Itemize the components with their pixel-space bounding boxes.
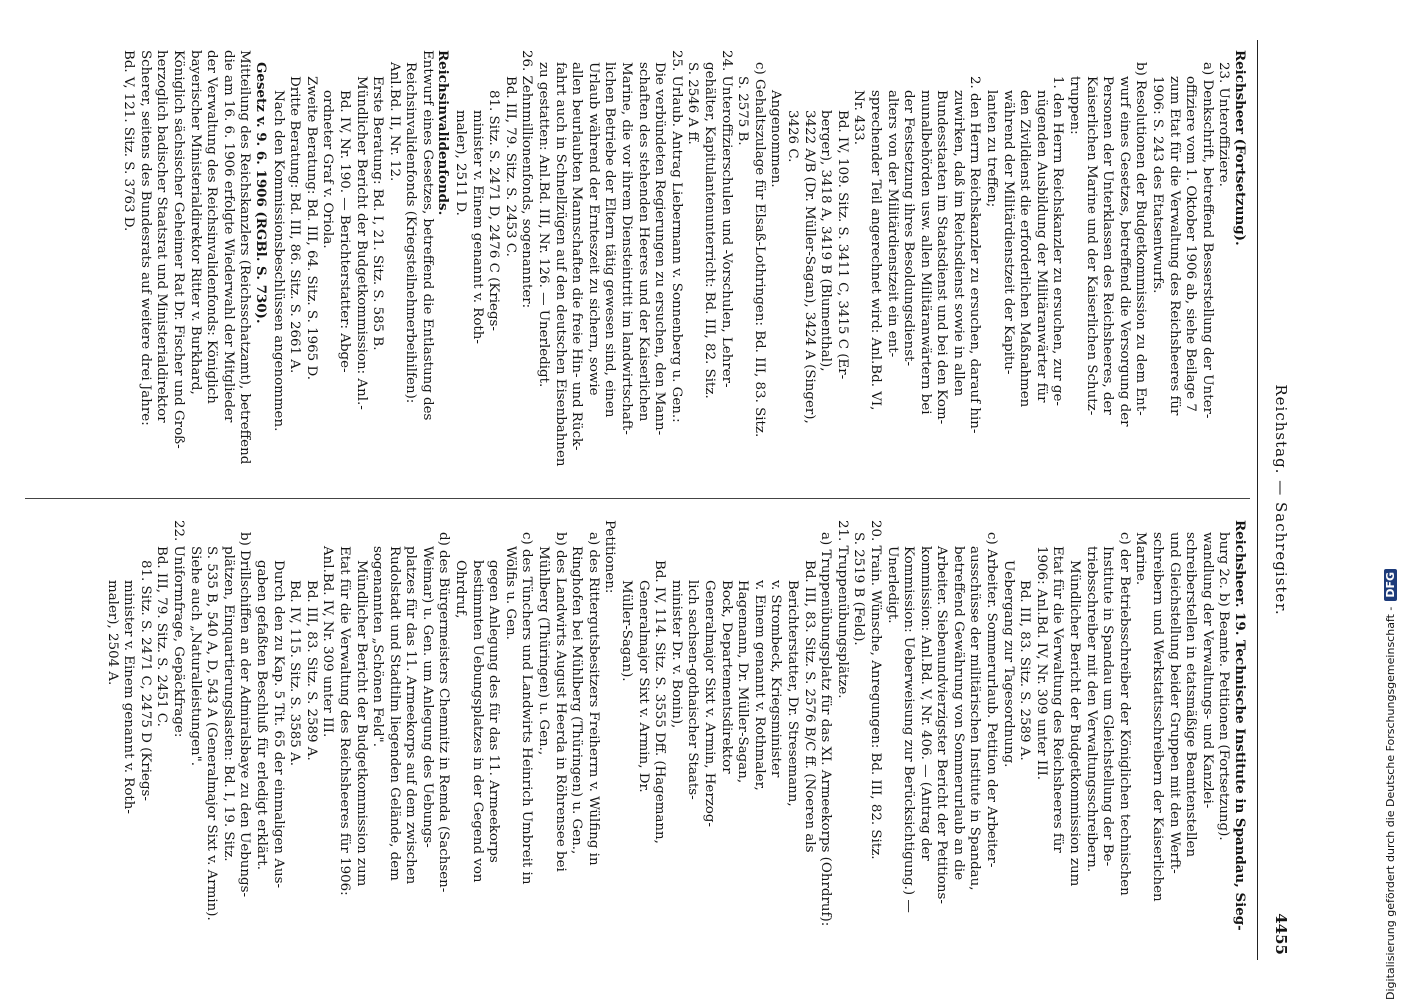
text-line: Hagemann, Dr. Müller-Sagan, — [735, 580, 751, 784]
text-line: wandlung der Verwaltungs- und Kanzlei- — [1199, 532, 1215, 809]
text-line: Etat für die Verwaltung des Reichsheeres für — [1050, 546, 1066, 853]
text-line: Kommission: Ueberweisung zur Berücksichtigung.) — — [901, 546, 917, 913]
text-line: Marine. — [1133, 532, 1149, 586]
text-line: Erste Beratung: Bd. I, 21. Sitz. S. 585 B. — [370, 76, 386, 351]
text-line: Bundesstaaten im Staatsdienst und bei den Kom- — [934, 90, 950, 425]
text-line: berger), 3418 A, 3419 B (Blumenthal), — [818, 110, 834, 372]
text-line: 1906: S. 243 des Etatsentwurfs. — [1150, 76, 1166, 294]
text-line: Anl.Bd. IV, Nr. 309 unter III. — [320, 546, 336, 738]
text-line: 1. den Herrn Reichskanzler zu ersuchen, zur ge- — [1050, 76, 1066, 406]
text-line: lich sachsen-gothaischer Staats- — [685, 580, 701, 800]
text-line: lichen Betriebe der Eltern tätig gewesen sind, einen — [602, 62, 618, 418]
text-line: Arbeiter. Siebenundvierzigster Bericht der Petitions- — [934, 546, 950, 904]
text-line: Bd. IV, 114. Sitz. S. 3555 Dff. (Hagemann, — [652, 560, 668, 844]
text-line: bayerischer Ministerialdirektor Ritter v. Burkhard, — [187, 50, 203, 395]
text-line: c) des Tünchers und Landwirts Heinrich Umbreit in — [519, 532, 535, 885]
text-line: S. 535 B, 540 A, D, 543 A (Generalmajor Sixt v. Armin). — [204, 546, 220, 921]
text-line: Zweite Beratung: Bd. III, 64. Sitz. S. 1965 D. — [303, 76, 319, 380]
text-line: Urlaub während der Ernteszeit zu sichern, sowie — [585, 62, 601, 396]
text-line: Wölfis u. Gen. — [502, 546, 518, 640]
text-line: Anl.Bd. II, Nr. 12. — [386, 62, 402, 182]
text-line: Gesetz v. 9. 6. 1906 (RGBl. S. 730). — [252, 62, 269, 324]
column-separator — [25, 498, 1250, 499]
text-line: 21. Truppenübungsplätze. — [834, 520, 850, 699]
text-line: Rudolstadt und Stadtilm liegenden Gelände, dem — [386, 546, 402, 881]
text-line: gaben gefaßten Beschluß für erledigt erklärt. — [253, 560, 269, 870]
page-title: Reichstag. — Sachregister. — [1272, 384, 1290, 616]
text-line: a) Truppenübungsplatz für das XI. Armeekorps (Ohrdruf): — [818, 532, 834, 927]
text-line: Mündlicher Bericht der Budgetkommission zum — [353, 560, 369, 887]
text-line: Bd. V, 121. Sitz. S. 3763 D. — [121, 50, 137, 232]
text-line: c) Arbeiter. Sommerurlaub. Petition der Arbeiter- — [984, 532, 1000, 868]
text-line: Bd. III, 79. Sitz. S. 2453 C. — [502, 76, 518, 257]
text-line: d) des Bürgermeisters Chemnitz in Remda (Sachsen- — [436, 532, 452, 893]
text-line: Scherer, seitens des Bundesrats auf weitere drei Jahre: — [137, 50, 153, 426]
text-line: S. 2546 A ff. — [685, 62, 701, 145]
text-line: schreiberstellen in etatsmäßige Beamtenstellen — [1183, 532, 1199, 858]
text-line: lanten zu treffen; — [984, 90, 1000, 208]
page-header — [1260, 45, 1290, 955]
text-line: S. 2575 B. — [735, 76, 751, 146]
text-line: plätzen, Einquartierungslasten: Bd. I, 19. Sitz. — [220, 546, 236, 862]
text-line: Reichsheer. 19. Technische Institute in Spandau, Sieg- — [1232, 520, 1248, 931]
text-line: maler), 2504 A. — [104, 580, 120, 686]
text-line: Bd. III, 79. Sitz. S. 2451 C. — [154, 546, 170, 727]
text-line: Unerledigt. — [884, 546, 900, 624]
text-line: fahrt auch in Schnellzügen auf den deutschen Eisenbahnen — [552, 62, 568, 467]
left-column — [103, 520, 1248, 950]
text-line: 2. den Herrn Reichskanzler zu ersuchen, darauf hin- — [967, 76, 983, 434]
text-line: c) der Betriebsschreiber der Königlichen technischen — [1116, 532, 1132, 896]
digitization-credit — [1384, 0, 1404, 1000]
text-line: Bd. III, 83. Sitz. S. 2589 A. — [1017, 580, 1033, 761]
text-line: Ohrdruf, — [453, 560, 469, 619]
text-line: Petitionen: — [602, 520, 618, 594]
text-line: c) Gehaltszulage für Elsaß-Lothringen: Bd. III, 83. Sitz. — [751, 62, 767, 438]
text-line: Etat für die Verwaltung des Reichsheeres für 1906: — [336, 546, 352, 896]
text-line: Institute in Spandau um Gleichstellung der Be- — [1100, 546, 1116, 867]
text-line: 24. Unteroffizierschulen und -Vorschulen, Lehrer- — [718, 50, 734, 388]
text-line: Angenommen. — [768, 90, 784, 188]
text-line: 81. Sitz. S. 2471 C, 2475 D (Kriegs- — [137, 560, 153, 801]
text-line: Nr. 433. — [851, 90, 867, 145]
text-line: Ringhofen bei Mühlberg (Thüringen) u. Gen., — [569, 546, 585, 855]
text-line: triebsschreiber mit den Verwaltungsschreibern. — [1083, 546, 1099, 873]
text-line: herzoglich badischer Staatsrat und Ministerialdirektor — [154, 50, 170, 423]
text-line: schreibern und Werkstattsschreibern der Kaiserlichen — [1150, 532, 1166, 902]
text-line: Bd. IV, 109. Sitz. S. 3411 C, 3415 C (Er- — [834, 110, 850, 380]
text-line: und Gleichstellung beider Gruppen mit den Werft- — [1166, 532, 1182, 874]
text-line: betreffend Gewährung von Sommerurlaub an die — [950, 546, 966, 881]
text-line: zuwirken, daß im Reichsdienst sowie in allen — [950, 90, 966, 397]
text-line: Mündlicher Bericht der Budgetkommission zum — [1067, 560, 1083, 887]
text-line: 20. Train. Wünsche, Anregungen: Bd. III, 82. Sitz. — [867, 520, 883, 860]
text-line: gehälter, Kapitulantenunterricht: Bd. III, 82. Sitz. — [702, 62, 717, 399]
text-line: zum Etat für die Verwaltung des Reichsheeres für — [1166, 76, 1182, 416]
text-line: sprechender Teil angerechnet wird: Anl.Bd. VI, — [867, 90, 883, 411]
text-line: allen beurlaubten Mannschaften die freie Hin- und Rück- — [569, 62, 585, 451]
text-line: den Zivildienst die erforderlichen Maßnahmen — [1017, 90, 1033, 408]
header-rule — [1257, 40, 1258, 960]
text-line: truppen: — [1067, 76, 1083, 135]
text-line: Bock, Departementsdirektor — [718, 580, 734, 774]
text-line: Berichterstatter, Dr. Stresemann, — [784, 580, 800, 807]
text-line: der Festsetzung ihres Besoldungsdienst- — [901, 90, 917, 366]
text-line: Bd. IV, 115. Sitz. S. 3585 A. — [287, 580, 303, 767]
text-line: die am 16. 6. 1906 erfolgte Wiederwahl der Mitglieder — [220, 50, 236, 423]
text-line: S. 2519 B (Feld). — [851, 532, 867, 646]
text-line: 3422 A/B (Dr. Müller-Sagan), 3424 A (Singer), — [801, 110, 817, 424]
text-line: während der Militärdienstzeit der Kapitu- — [1000, 90, 1016, 375]
text-line: Bd. IV, Nr. 190. — Berichterstatter: Abge- — [336, 90, 352, 373]
text-line: ordneter Graf v. Oriola. — [320, 90, 336, 249]
text-line: minister v. Einem genannt v. Roth- — [121, 580, 137, 814]
text-line: maler), 2511 D. — [453, 110, 469, 216]
text-line: Entwurf eines Gesetzes, betreffend die Entlastung des — [419, 50, 435, 421]
text-line: 23. Unteroffiziere. — [1216, 62, 1232, 187]
page-number: 4455 — [1272, 913, 1290, 955]
text-line: a) Denkschrift, betreffend Besserstellung der Unter- — [1199, 62, 1215, 419]
text-line: 22. Uniformfrage, Gepäckfrage: — [171, 520, 186, 738]
text-line: a) des Rittergutsbesitzers Freiherrn v. Wülfing in — [585, 532, 601, 866]
text-line: minister Dr. v. Bonin), — [668, 580, 684, 729]
text-line: kommission: Anl.Bd. V, Nr. 406. — (Antrag der — [917, 546, 933, 861]
text-line: Weimar) u. Gen. um Anlegung des Uebungs- — [419, 546, 435, 848]
text-line: bestimmten Uebungsplatzes in der Gegend von — [469, 560, 485, 883]
text-line: Königlich sächsischer Geheimer Rat Dr. Fischer und Groß- — [171, 50, 186, 449]
text-line: schaften des stehenden Heeres und der Kaiserlichen — [635, 62, 651, 422]
text-line: Mündlicher Bericht der Budgetkommission: Anl.- — [353, 76, 369, 410]
text-line: zu gestatten: Anl.Bd. III, Nr. 126. — Unerledigt. — [536, 62, 552, 388]
text-line: Personen der Unterklassen des Reichsheeres, der — [1100, 76, 1116, 415]
text-line: Mitteilung des Reichskanzlers (Reichsschatzamt), betreffend — [237, 50, 253, 465]
text-line: Marine, die vor ihrem Diensteintritt im landwirtschaft- — [619, 62, 635, 435]
text-line: Nach den Kommissionsbeschlüssen angenommen. — [270, 90, 286, 432]
text-line: 25. Urlaub. Antrag Liebermann v. Sonnenberg u. Gen.: — [668, 50, 684, 423]
text-line: minister v. Einem genannt v. Roth- — [469, 110, 485, 344]
text-line: Bd. III, 83. Sitz. S. 2589 A. — [303, 580, 319, 761]
text-line: Reichsinvalidenfonds (Kriegsteilnehmerbeihilfen): — [403, 62, 419, 404]
text-line: der Verwaltung des Reichsinvalidenfonds: Königlich — [204, 50, 220, 404]
text-line: Generalmajor Sixt v. Armin, Dr. — [635, 580, 651, 793]
text-line: gegen Anlegung des für das 11. Armeekorps — [486, 560, 502, 863]
dfg-logo: DFG — [1384, 569, 1397, 601]
text-line: Müller-Sagan). — [619, 580, 635, 682]
text-line: platzes für das 11. Armeekorps auf dem zwischen — [403, 546, 419, 885]
text-line: b) Resolutionen der Budgetkommission zu dem Ent- — [1133, 62, 1149, 416]
right-column — [120, 50, 1248, 480]
text-line: Reichsinvalidenfonds. — [435, 50, 452, 216]
text-line: 81. Sitz. S. 2471 D, 2476 C (Kriegs- — [486, 90, 502, 331]
text-line: wurf eines Gesetzes, betreffend die Versorgung der — [1116, 76, 1132, 427]
text-line: munalbehörden usw. allen Militäranwärtern bei — [917, 90, 933, 415]
text-line: 26. Zehnmillionenfonds, sogenannter: — [519, 50, 535, 309]
text-line: 3426 C. — [784, 110, 800, 163]
text-line: burg 2c. b) Beamte. Petitionen (Fortsetzung). — [1216, 532, 1232, 841]
text-line: Kaiserlichen Marine und der Kaiserlichen Schutz- — [1083, 76, 1099, 416]
text-line: 1906: Anl.Bd. IV, Nr. 309 unter III. — [1033, 546, 1049, 781]
text-line: nügenden Ausbildung der Militäranwärter für — [1033, 90, 1049, 403]
text-line: sogenannten „Schönen Feld". — [370, 546, 386, 747]
text-line: Dritte Beratung: Bd. III, 86. Sitz. S. 2661 A. — [287, 76, 303, 374]
text-line: Generalmajor Sixt v. Armin, Herzog- — [702, 580, 717, 827]
text-line: Bd. III, 83. Sitz. S. 2576 B/C ff. (Noeren als — [801, 560, 817, 853]
text-line: v. Strombeck, Kriegsminister — [768, 580, 784, 778]
text-line: alters von der Militärdienstzeit ein ent- — [884, 90, 900, 358]
text-line: offiziere vom 1. Oktober 1906 ab, siehe Beilage 7 — [1183, 76, 1199, 412]
text-line: Uebergang zur Tagesordnung. — [1000, 560, 1016, 768]
text-line: Reichsheer (Fortsetzung). — [1232, 50, 1248, 246]
text-line: b) Drillschiffen an der Admiralsbaye zu den Uebungs- — [237, 532, 253, 898]
text-line: Siehe auch „Naturalleistungen". — [187, 546, 203, 767]
text-line: v. Einem genannt v. Rothmaler, — [751, 580, 767, 791]
text-line: ausschüsse der militärischen Institute in Spandau, — [967, 546, 983, 891]
text-line: Die verbündeten Regierungen zu ersuchen, den Mann- — [652, 62, 668, 436]
credit-text: Digitalisierung gefördert durch die Deutsche Forschungsgemeinschaft - — [1384, 606, 1397, 1000]
text-line: b) des Landwirts August Heerda in Röhrensee bei — [552, 532, 568, 872]
text-line: Durch den zu Kap. 5 Tit. 65 der einmaligen Aus- — [270, 560, 286, 889]
text-line: Mühlberg (Thüringen) u. Gen., — [536, 546, 552, 756]
